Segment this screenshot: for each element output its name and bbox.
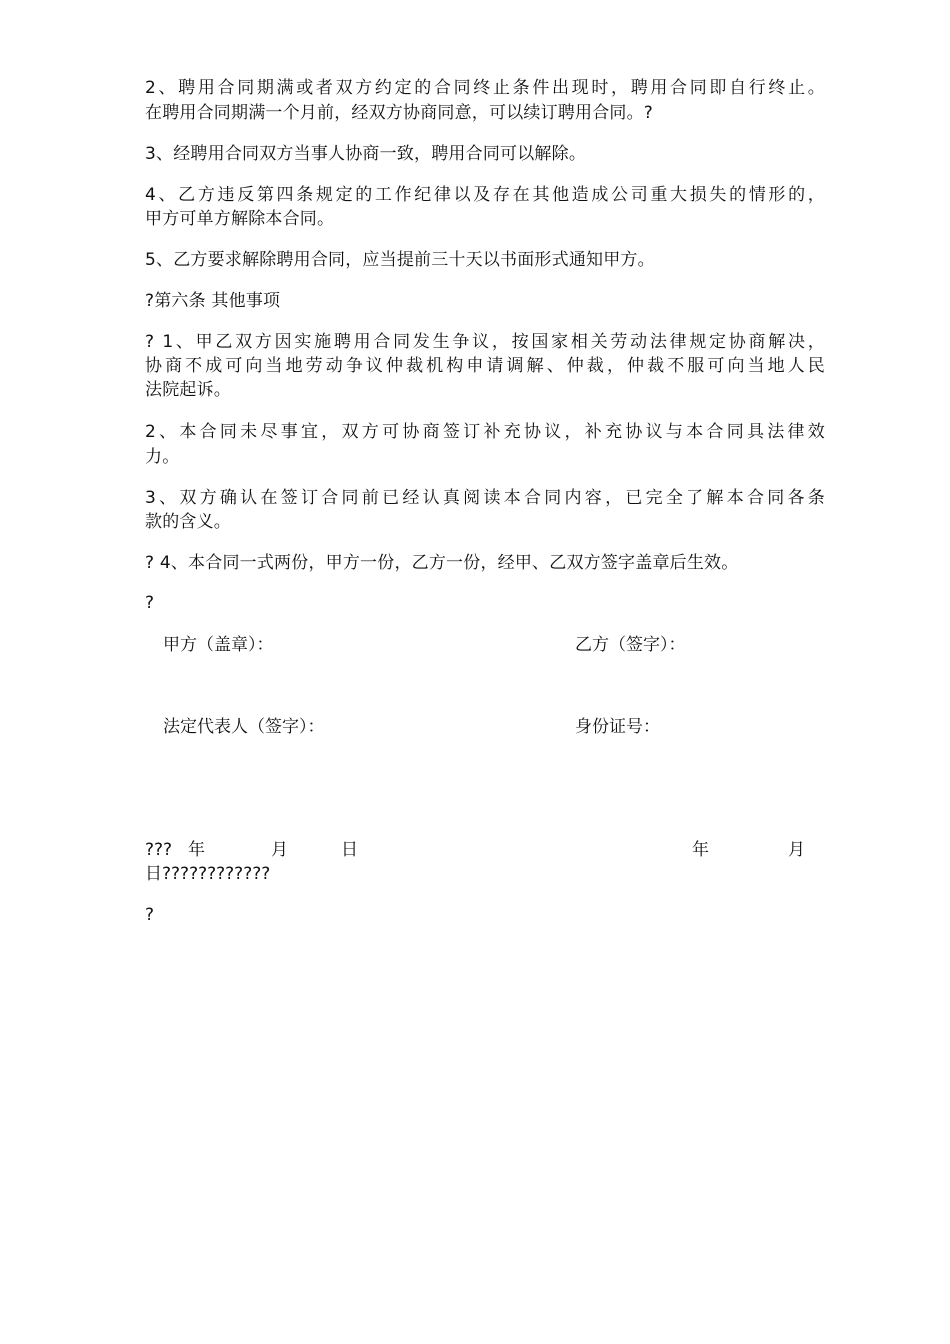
party-b-sign-label: 乙方（签字）： xyxy=(575,635,686,655)
legal-rep-sign-label: 法定代表人（签字）： xyxy=(163,717,325,737)
date-year-b: 年 xyxy=(692,840,709,860)
date-day-b: 日???????????? xyxy=(145,864,271,884)
clause5-item4-line1: 4、乙方违反第四条规定的工作纪律以及存在其他造成公司重大损失的情形的， xyxy=(145,185,825,205)
date-month-a: 月 xyxy=(271,840,288,860)
end-mark: ? xyxy=(145,905,155,925)
clause5-item2-line2: 在聘用合同期满一个月前，经双方协商同意，可以续订聘用合同。? xyxy=(145,103,654,123)
clause5-item3: 3、经聘用合同双方当事人协商一致，聘用合同可以解除。 xyxy=(145,144,587,164)
clause6-item1-line2: 协商不成可向当地劳动争议仲裁机构申请调解、仲裁，仲裁不服可向当地人民 xyxy=(145,356,825,376)
clause5-item4-line2: 甲方可单方解除本合同。 xyxy=(145,209,335,229)
clause6-item3-line2: 款的含义。 xyxy=(145,512,231,532)
clause6-item2-line1: 2、本合同未尽事宜，双方可协商签订补充协议，补充协议与本合同具法律效 xyxy=(145,422,825,442)
date-prefix: ??? xyxy=(145,840,173,860)
clause6-item1-line3: 法院起诉。 xyxy=(145,380,231,400)
party-a-seal-label: 甲方（盖章）： xyxy=(163,635,274,655)
clause6-item4: ? 4、本合同一式两份，甲方一份，乙方一份，经甲、乙双方签字盖章后生效。 xyxy=(145,553,739,573)
clause6-heading: ?第六条 其他事项 xyxy=(145,291,281,311)
clause5-item5: 5、乙方要求解除聘用合同，应当提前三十天以书面形式通知甲方。 xyxy=(145,250,655,270)
date-month-b: 月 xyxy=(788,840,805,860)
clause5-item2-line1: 2、聘用合同期满或者双方约定的合同终止条件出现时，聘用合同即自行终止。 xyxy=(145,78,825,98)
clause6-item2-line2: 力。 xyxy=(145,447,180,467)
blank-mark: ? xyxy=(145,593,155,613)
clause6-item1-line1: ? 1、甲乙双方因实施聘用合同发生争议，按国家相关劳动法律规定协商解决， xyxy=(145,332,825,352)
clause6-item3-line1: 3、双方确认在签订合同前已经认真阅读本合同内容，已完全了解本合同各条 xyxy=(145,488,825,508)
date-year-a: 年 xyxy=(188,840,205,860)
date-day-a: 日 xyxy=(341,840,358,860)
id-number-label: 身份证号： xyxy=(575,717,660,737)
